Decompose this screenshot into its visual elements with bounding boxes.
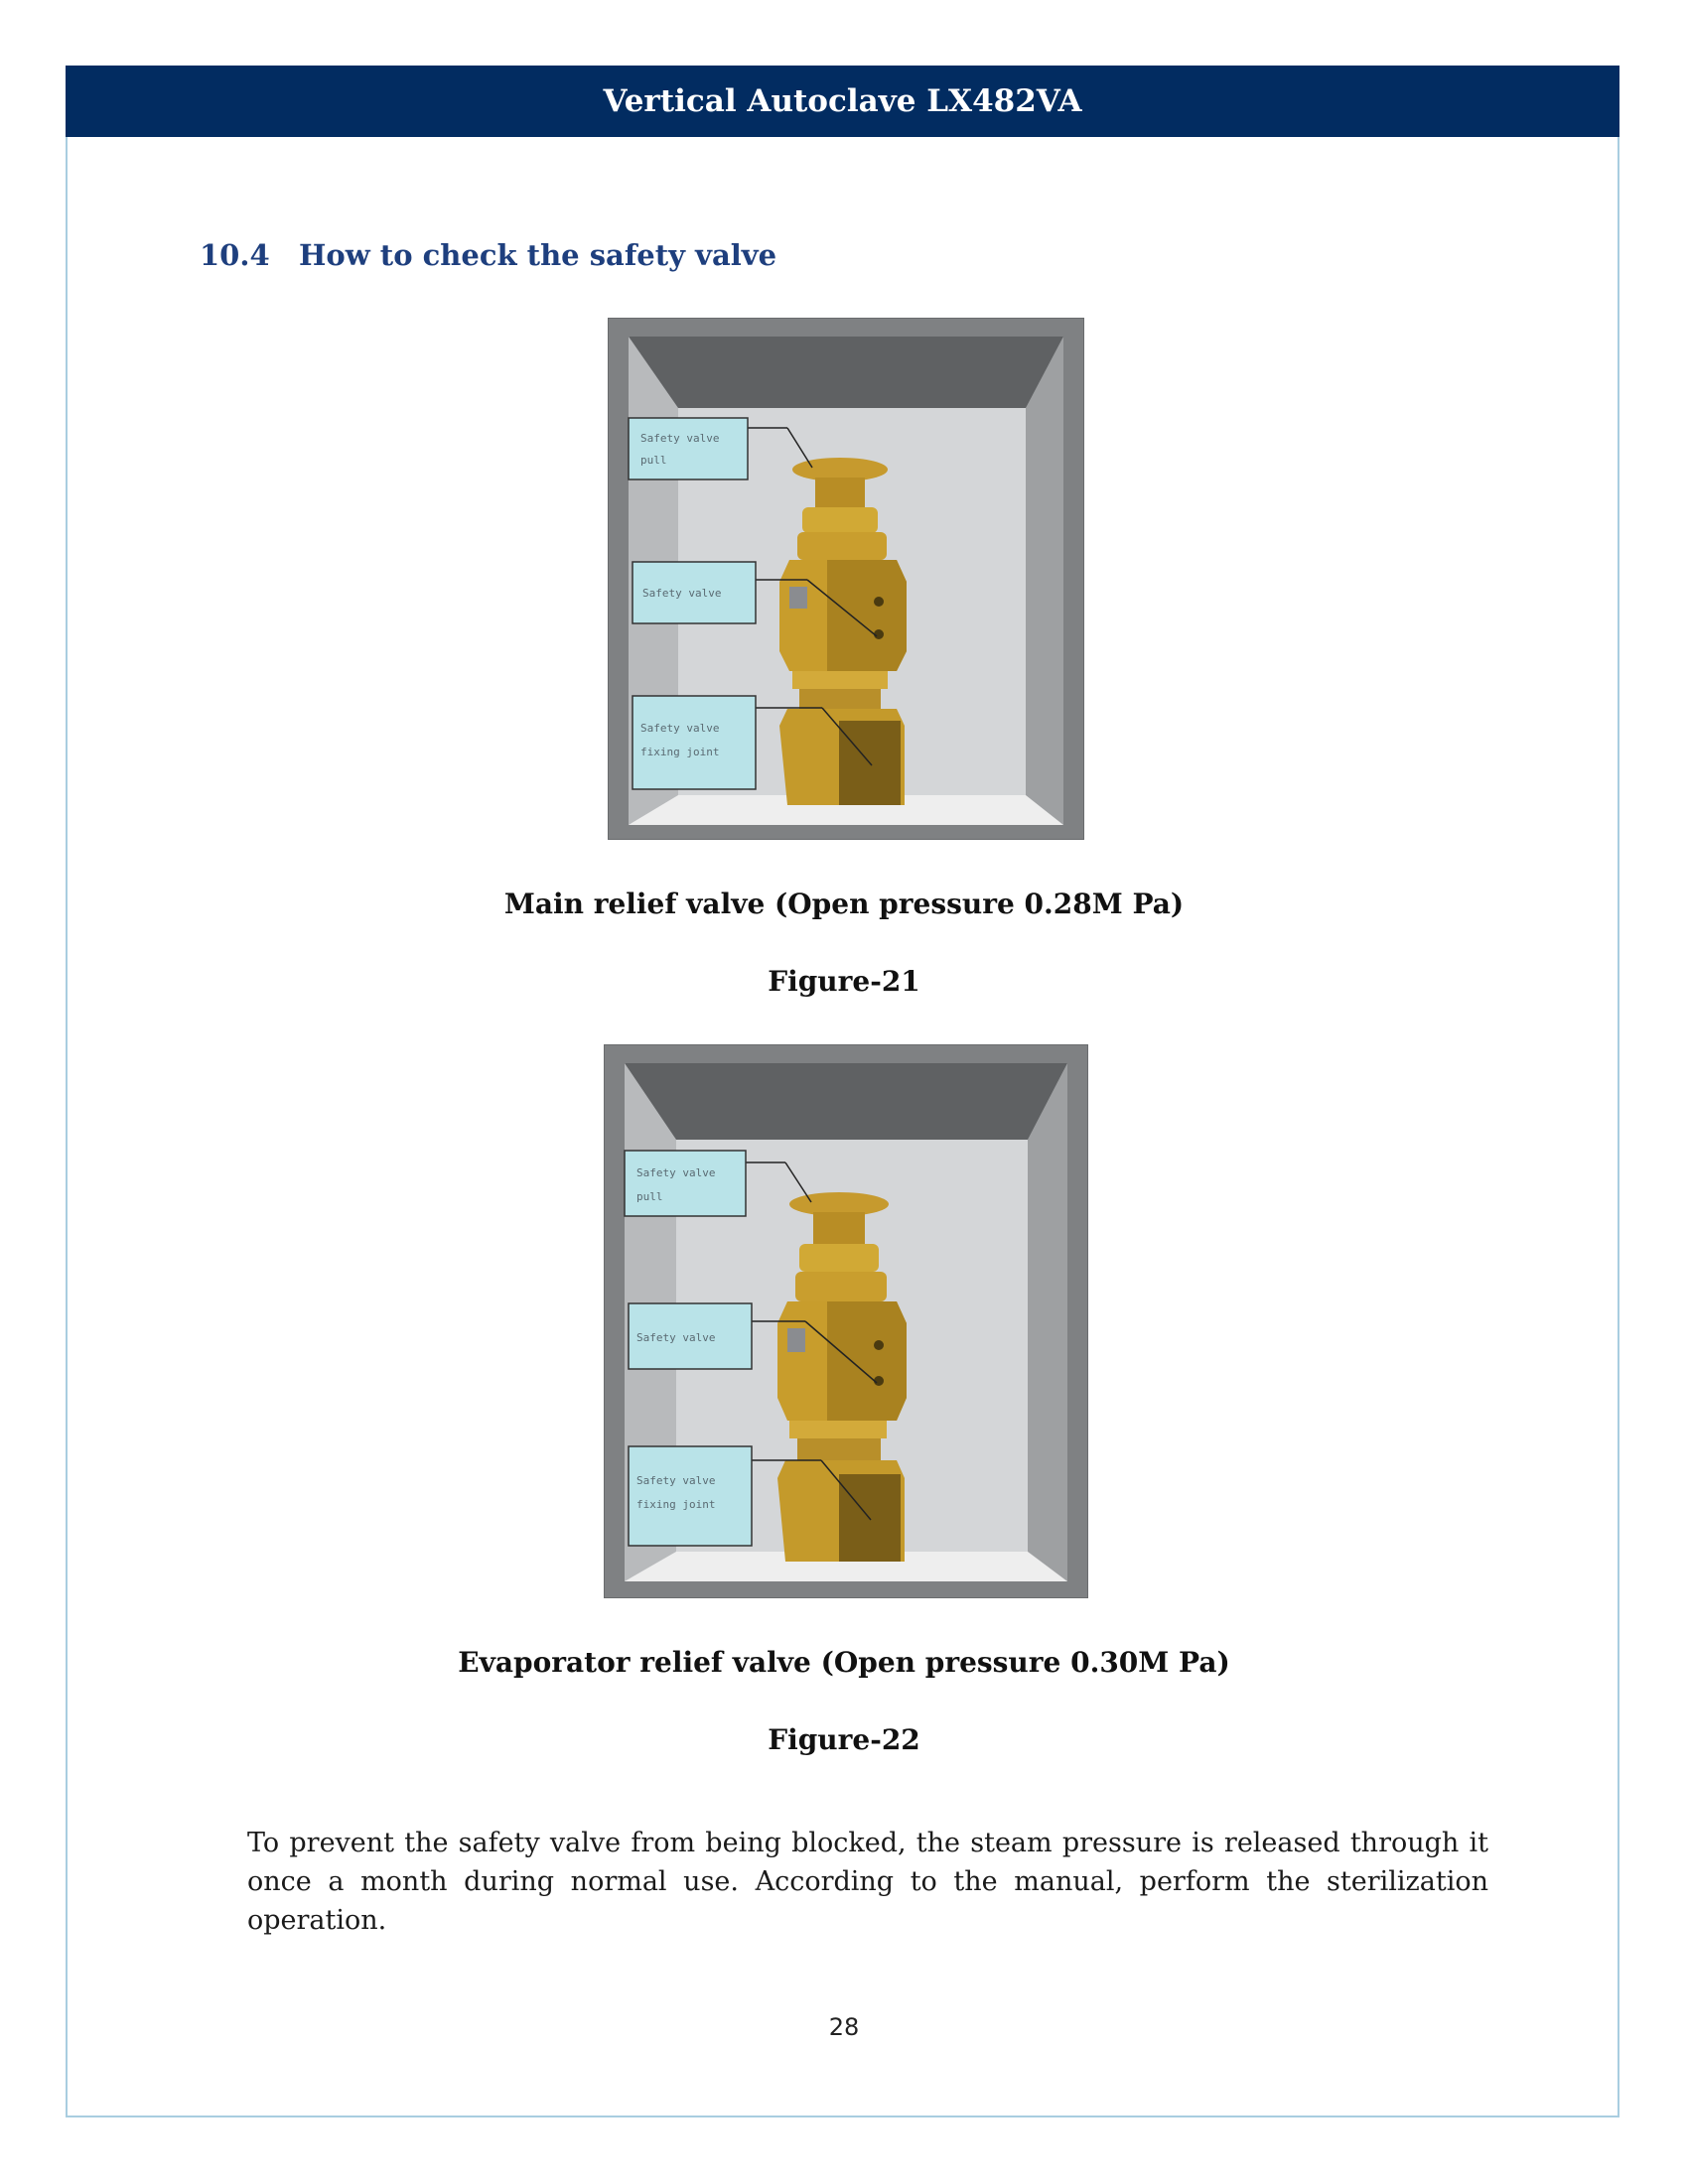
- figure-21-caption: Main relief valve (Open pressure 0.28M Pa): [503, 887, 1185, 920]
- label-pull-line2: pull: [640, 454, 667, 467]
- instruction-paragraph: To prevent the safety valve from being blocked, the steam pressure is released through it once a month during normal use. According to the manual, perform the sterilization operation.: [247, 1828, 1488, 1936]
- label-joint-line1: Safety valve: [640, 722, 720, 735]
- safety-valve-photo: [605, 1045, 1087, 1597]
- label-box-joint: [629, 1446, 752, 1546]
- figure-22-caption: Evaporator relief valve (Open pressure 0.30M Pa): [458, 1646, 1230, 1679]
- header-band: [66, 66, 1619, 137]
- safety-valve-photo: [609, 319, 1083, 839]
- document-title: Vertical Autoclave LX482VA: [603, 83, 1082, 119]
- label-joint-line2: fixing joint: [636, 1498, 716, 1511]
- label-box-pull: [629, 418, 748, 479]
- section-heading: [200, 238, 776, 272]
- label-pull-line1: Safety valve: [636, 1166, 716, 1179]
- label-pull-line2: pull: [636, 1190, 663, 1203]
- label-joint-line2: fixing joint: [640, 746, 720, 758]
- label-pull-line1: Safety valve: [640, 432, 720, 445]
- label-joint-line1: Safety valve: [636, 1474, 716, 1487]
- section-title: How to check the safety valve: [299, 238, 777, 272]
- label-valve: Safety valve: [642, 587, 722, 600]
- figure-22-label: Figure-22: [768, 1723, 920, 1756]
- figure-21-photo: [608, 318, 1084, 840]
- figure-21-label: Figure-21: [768, 965, 920, 998]
- figure-22-photo: [604, 1044, 1088, 1598]
- page-number: 28: [828, 2013, 860, 2041]
- section-number: 10.4: [200, 238, 270, 272]
- label-box-pull: [625, 1151, 746, 1216]
- label-box-joint: [633, 696, 756, 789]
- label-valve: Safety valve: [636, 1331, 716, 1344]
